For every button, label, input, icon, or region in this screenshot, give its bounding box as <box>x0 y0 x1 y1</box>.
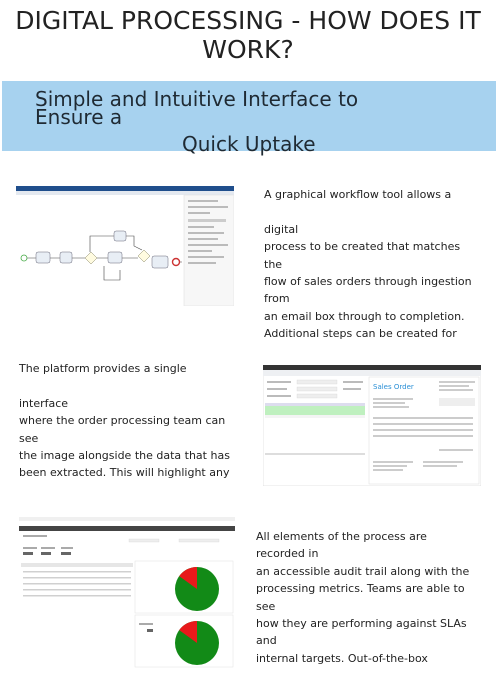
sales-order-image <box>263 365 481 486</box>
interface-text-line: see <box>19 431 39 445</box>
workflow-text-line <box>264 203 472 220</box>
page-title-line-2: WORK? <box>202 35 294 64</box>
audit-text-line: an accessible audit trail along with the <box>256 564 470 578</box>
metrics-dashboard-screenshot <box>19 517 235 669</box>
pie-chart-bottom <box>175 621 219 665</box>
banner-line-3: Quick Uptake <box>182 132 316 156</box>
workflow-text-line: Additional steps can be created for <box>264 327 457 341</box>
sales-order-heading: Sales Order <box>373 383 414 391</box>
interface-text-line: The platform provides a single <box>19 362 187 375</box>
workflow-text-line: digital <box>264 222 299 236</box>
workflow-text-line: an email box through to completion. <box>264 309 465 323</box>
interface-text-line: been extracted. This will highlight any <box>19 466 230 480</box>
audit-text-line: processing metrics. Teams are able to <box>256 582 465 596</box>
section-banner <box>2 81 496 156</box>
audit-text-line: see <box>256 599 276 613</box>
workflow-description <box>264 186 472 343</box>
audit-text-line: All elements of the process are <box>256 530 427 543</box>
workflow-text-line: the <box>264 257 283 271</box>
interface-text-line <box>19 377 230 394</box>
sales-order-screenshot <box>263 365 481 486</box>
audit-text-line: internal targets. Out-of-the-box <box>256 651 428 665</box>
interface-description <box>19 360 230 482</box>
interface-text-line: interface <box>19 396 69 410</box>
banner-line-2: Ensure a <box>35 105 123 129</box>
page-title-line-1: DIGITAL PROCESSING - HOW DOES IT <box>15 6 481 35</box>
interface-text-line: where the order processing team can <box>19 414 226 428</box>
page-title <box>0 6 496 64</box>
workflow-text-line: A graphical workflow tool allows a <box>264 188 452 201</box>
workflow-editor-screenshot <box>16 186 234 306</box>
workflow-diagram-image <box>16 186 234 306</box>
audit-text-line: how they are performing against SLAs <box>256 617 467 631</box>
audit-text-line: recorded in <box>256 547 319 561</box>
workflow-text-line: from <box>264 292 290 306</box>
interface-text-line: the image alongside the data that has <box>19 449 230 463</box>
pie-chart-top <box>175 567 219 611</box>
workflow-text-line: flow of sales orders through ingestion <box>264 275 472 289</box>
audit-text-line: and <box>256 634 277 648</box>
audit-description <box>256 528 469 667</box>
workflow-text-line: process to be created that matches <box>264 240 461 254</box>
metrics-dashboard-image <box>19 517 235 669</box>
banner-line-1: Simple and Intuitive Interface to <box>35 87 359 111</box>
